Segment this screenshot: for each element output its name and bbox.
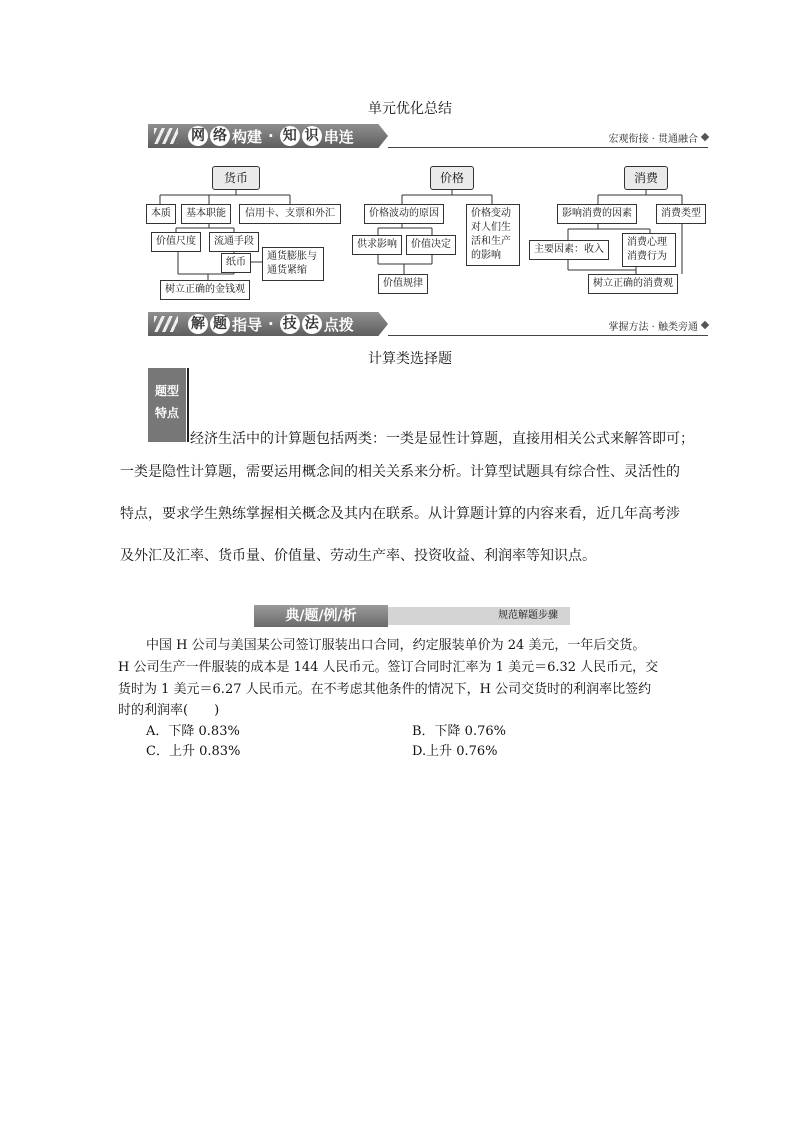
banner-char: 络: [210, 126, 230, 146]
banner-word: 点拨: [323, 315, 354, 334]
node-price-effect: 价格变动对人们生活和生产的影响: [466, 204, 520, 266]
node-price: 价格: [430, 166, 474, 190]
question-line: 时的利润率( ): [118, 703, 220, 718]
banner-char: 法: [302, 314, 322, 334]
option-b[interactable]: B．下降 0.76%: [412, 724, 506, 739]
node-inflation: 通货膨胀与通货紧缩: [262, 247, 324, 281]
question-line: 货时为 1 美元＝6.27 人民币元。在不考虑其他条件的情况下，H 公司交货时的利润率比签约: [118, 682, 652, 697]
option-a[interactable]: A．下降 0.83%: [146, 724, 240, 739]
diamond-icon: [701, 321, 709, 329]
banner-char: 知: [280, 126, 300, 146]
node-consume: 消费: [624, 166, 668, 190]
banner-char: 网: [188, 126, 208, 146]
node-circulation: 流通手段: [209, 232, 259, 252]
feature-text-line: 及外汇及汇率、货币量、价值量、劳动生产率、投资收益、利润率等知识点。: [120, 548, 596, 564]
node-consume-types: 消费类型: [656, 204, 706, 224]
node-main-factor: 主要因素：收入: [529, 240, 609, 260]
banner-heading: [188, 314, 354, 334]
concept-map-lines: [0, 0, 794, 320]
node-essence: 本质: [146, 204, 176, 224]
banner-char: 解: [188, 314, 208, 334]
page-title: 单元优化总结: [368, 101, 452, 117]
example-banner-tag: 规范解题步骤: [388, 607, 570, 625]
example-banner-title: 典/题/例/析: [254, 605, 388, 627]
node-credit: 信用卡、支票和外汇: [239, 204, 341, 224]
section-subtitle: 计算类选择题: [368, 351, 452, 367]
feature-text-line: 特点，要求学生熟练掌握相关概念及其内在联系。从计算题计算的内容来看，近几年高考涉: [120, 506, 680, 522]
banner-tag: 掌握方法 · 触类旁通: [608, 322, 698, 333]
section-banner-guide: [148, 312, 708, 340]
node-consume-factors: 影响消费的因素: [557, 204, 637, 224]
banner-rule: [388, 335, 708, 336]
node-money: 货币: [212, 166, 260, 190]
node-consume-view: 树立正确的消费观: [588, 274, 678, 294]
feature-label-line: 题型: [154, 384, 179, 398]
node-psychology: 消费心理消费行为: [622, 233, 676, 267]
feature-text-line: 一类是隐性计算题，需要运用概念间的相关关系来分析。计算型试题具有综合性、灵活性的: [120, 464, 680, 480]
node-value-measure: 价值尺度: [151, 232, 201, 252]
banner-dot: ·: [268, 315, 274, 333]
feature-text-line: 经济生活中的计算题包括两类：一类是显性计算题，直接用相关公式来解答即可；: [190, 431, 694, 447]
feature-label-line: 特点: [154, 406, 179, 420]
question-line: 中国 H 公司与美国某公司签订服装出口合同，约定服装单价为 24 美元，一年后交货。: [146, 638, 646, 653]
feature-label: [148, 368, 186, 442]
banner-stripes: [154, 316, 178, 332]
banner-char: 识: [302, 126, 322, 146]
banner-word: 指导: [232, 315, 263, 334]
example-banner: [254, 605, 570, 629]
banner-char: 题: [210, 314, 230, 334]
banner-char: 技: [280, 314, 300, 334]
feature-divider: [187, 368, 189, 442]
banner-word: 串连: [323, 127, 354, 146]
node-value-decides: 价值决定: [406, 235, 456, 255]
node-basic-functions: 基本职能: [181, 204, 231, 224]
banner-word: 构建: [232, 127, 263, 146]
question-line: H 公司生产一件服装的成本是 144 人民币元。签订合同时汇率为 1 美元＝6.32 人民币元，交: [118, 660, 659, 675]
node-price-reason: 价格波动的原因: [364, 204, 444, 224]
node-value-law: 价值规律: [378, 274, 428, 294]
node-paper-money: 纸币: [221, 253, 251, 273]
option-d[interactable]: D.上升 0.76%: [412, 744, 498, 759]
node-supply: 供求影响: [352, 235, 402, 255]
option-c[interactable]: C．上升 0.83%: [146, 744, 241, 759]
banner-tag: 宏观衔接 · 贯通融合: [608, 134, 698, 145]
node-money-view: 树立正确的金钱观: [160, 280, 250, 300]
banner-dot: ·: [268, 127, 274, 145]
